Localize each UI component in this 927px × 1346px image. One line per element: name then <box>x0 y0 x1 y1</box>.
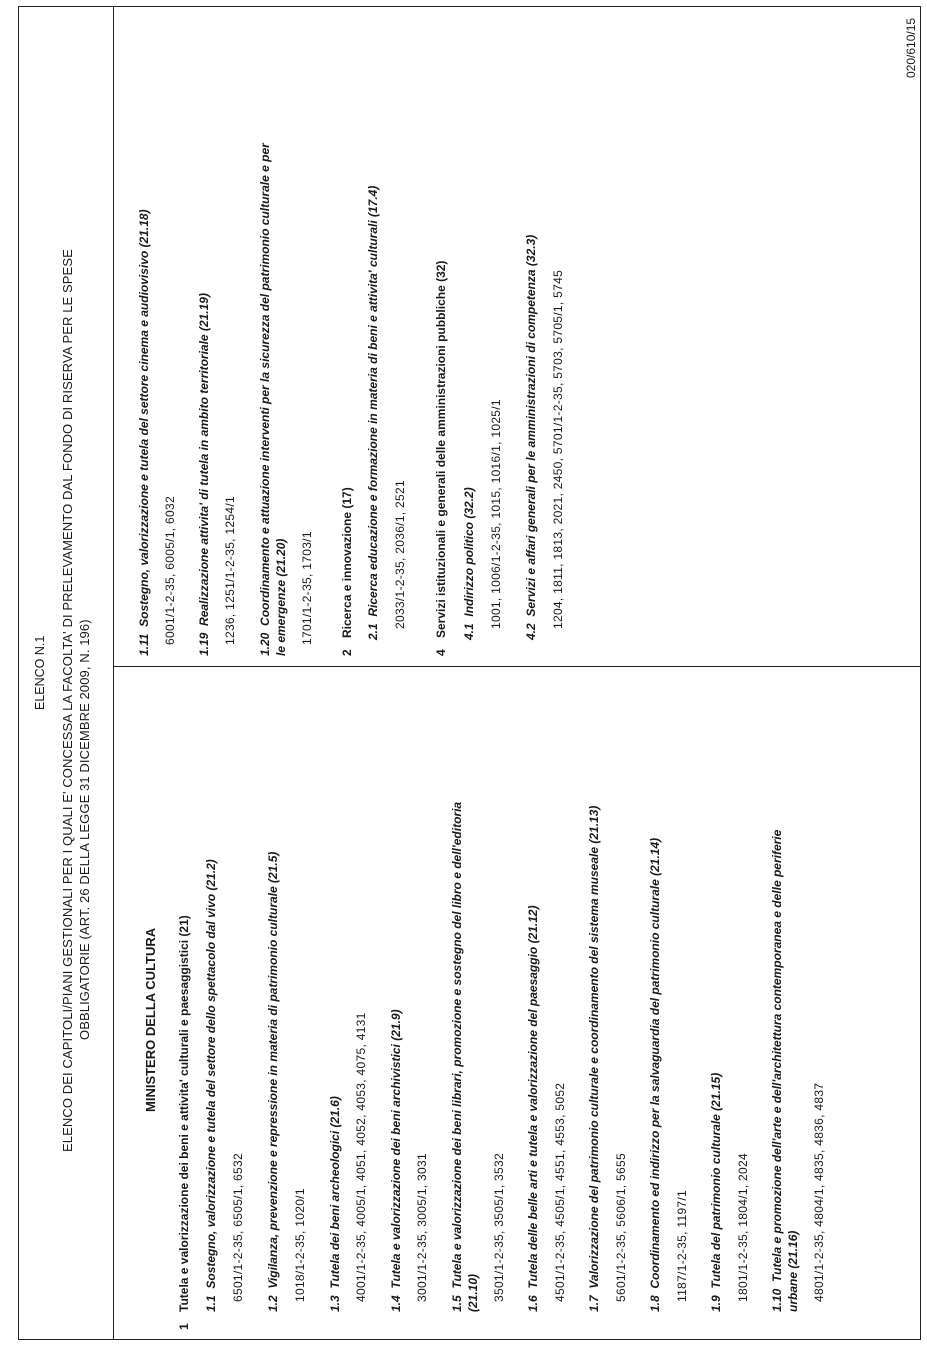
program-1-5-cont: (21.10) <box>466 1273 480 1312</box>
program-text: Coordinamento ed indirizzo per la salvaguardia del patrimonio culturale (21.14) <box>648 837 662 1289</box>
codes-1-4: 3001/1-2-35, 3005/1, 3031 <box>415 1153 429 1302</box>
program-number: 2.1 <box>366 623 380 640</box>
frame-right <box>920 6 921 1340</box>
mission-number: 2 <box>340 649 354 656</box>
mission-2 <box>340 487 354 656</box>
frame-top <box>18 6 921 7</box>
program-text: Sostegno, valorizzazione e tutela del settore cinema e audiovisivo (21.18) <box>137 209 151 627</box>
program-text: Tutela e promozione dell'arte e dell'architettura contemporanea e delle periferie <box>770 829 784 1282</box>
program-1-10 <box>770 830 784 1312</box>
program-number: 1.6 <box>526 1295 540 1312</box>
program-number: 1.3 <box>328 1295 342 1312</box>
program-text: Tutela e valorizzazione dei beni archivistici (21.9) <box>389 1009 403 1289</box>
codes-1-6: 4501/1-2-35, 4505/1, 4551, 4553, 5052 <box>553 1082 567 1302</box>
frame-bottom <box>18 1339 921 1340</box>
frame-left <box>18 6 19 1340</box>
program-number: 1.5 <box>450 1295 464 1312</box>
program-text: Coordinamento e attuazione interventi per la sicurezza del patrimonio culturale e per <box>258 143 272 626</box>
program-number: 1.19 <box>197 632 211 656</box>
codes-4-2: 1204, 1811, 1813, 2021, 2450, 5701/1-2-35, 5703, 5705/1, 5745 <box>551 269 565 629</box>
codes-2-1: 2033/1-2-35, 2036/1, 2521 <box>393 480 407 629</box>
title-line-1: ELENCO DEI CAPITOLI/PIANI GESTIONALI PER I QUALI E' CONCESSA LA FACOLTA' DI PRELEVAMENTO DAL FONDO DI RISERVA PER LE SPESE <box>60 249 75 1152</box>
program-1-1 <box>204 859 218 1312</box>
program-number: 1.7 <box>587 1295 601 1312</box>
mission-text: Servizi istituzionali e generali delle amministrazioni pubbliche (32) <box>434 260 448 638</box>
program-1-4 <box>389 1009 403 1312</box>
program-1-11 <box>137 209 151 656</box>
codes-1-5: 3501/1-2-35, 3505/1, 3532 <box>492 1153 506 1302</box>
mission-text: Tutela e valorizzazione dei beni e attivita' culturali e paesaggistici (21) <box>177 915 191 1312</box>
program-number: 1.8 <box>648 1295 662 1312</box>
program-1-2 <box>266 852 280 1312</box>
codes-1-11: 6001/1-2-35, 6005/1, 6032 <box>163 496 177 645</box>
program-text: Valorizzazione del patrimonio culturale e coordinamento del sistema museale (21.13) <box>587 805 601 1289</box>
codes-1-3: 4001/1-2-35, 4005/1, 4051, 4052, 4053, 4075, 4131 <box>354 1012 368 1302</box>
program-number: 1.11 <box>137 633 151 656</box>
ministry-heading: MINISTERO DELLA CULTURA <box>143 927 158 1112</box>
program-1-19 <box>197 293 211 656</box>
program-number: 1.20 <box>258 632 272 656</box>
column-divider <box>113 666 921 667</box>
program-text: Realizzazione attivita' di tutela in ambito territoriale (21.19) <box>197 293 211 626</box>
mission-text: Ricerca e innovazione (17) <box>340 487 354 638</box>
program-4-1 <box>462 487 476 640</box>
mission-1 <box>177 915 191 1330</box>
mission-number: 4 <box>434 649 448 656</box>
program-number: 1.4 <box>389 1295 403 1312</box>
program-1-7 <box>587 806 601 1312</box>
codes-4-1: 1001, 1006/1-2-35, 1015, 1016/1, 1025/1 <box>489 399 503 629</box>
program-number: 1.2 <box>266 1295 280 1312</box>
program-text: Tutela delle belle arti e tutela e valorizzazione del paesaggio (21.12) <box>526 905 540 1289</box>
program-1-20 <box>258 143 272 656</box>
program-2-1 <box>366 186 380 640</box>
program-1-6 <box>526 905 540 1312</box>
program-1-9 <box>709 1073 723 1312</box>
codes-1-1: 6501/1-2-35, 6505/1, 6532 <box>231 1153 245 1302</box>
program-4-2 <box>524 235 538 640</box>
elenco-label: ELENCO N.1 <box>33 635 47 710</box>
codes-1-9: 1801/1-2-35, 1804/1, 2024 <box>736 1153 750 1302</box>
codes-1-7: 5601/1-2-35, 5606/1, 5655 <box>614 1153 628 1302</box>
codes-1-8: 1187/1-2-35, 1197/1 <box>675 1189 689 1302</box>
program-text: Tutela dei beni archeologici (21.6) <box>328 1096 342 1289</box>
program-1-20-cont: le emergenze (21.20) <box>274 538 288 656</box>
mission-number: 1 <box>177 1323 191 1330</box>
program-1-5 <box>450 802 464 1312</box>
codes-1-10: 4801/1-2-35, 4804/1, 4835, 4836, 4837 <box>812 1082 826 1302</box>
mission-4 <box>434 261 448 656</box>
program-text: Tutela e valorizzazione dei beni librari, promozione e sostegno del libro e dell'editoria <box>450 801 464 1289</box>
program-text: Vigilanza, prevenzione e repressione in materia di patrimonio culturale (21.5) <box>266 851 280 1289</box>
program-number: 4.2 <box>524 623 538 640</box>
title-line-2: OBBLIGATORIE (ART. 26 DELLA LEGGE 31 DICEMBRE 2009, N. 196) <box>77 619 92 1040</box>
program-number: 1.10 <box>770 1288 784 1312</box>
program-1-10-cont: urbane (21.16) <box>786 1230 800 1312</box>
header-divider <box>113 6 114 1340</box>
program-number: 1.9 <box>709 1295 723 1312</box>
codes-1-2: 1018/1-2-35, 1020/1 <box>293 1188 307 1302</box>
codes-1-20: 1701/1-2-35, 1703/1 <box>300 531 314 645</box>
program-number: 4.1 <box>462 623 476 640</box>
document-code: 020/610/15 <box>904 17 918 78</box>
program-text: Ricerca educazione e formazione in materia di beni e attivita' culturali (17.4) <box>366 185 380 617</box>
program-text: Sostegno, valorizzazione e tutela del settore dello spettacolo dal vivo (21.2) <box>204 859 218 1289</box>
program-1-8 <box>648 838 662 1312</box>
program-text: Servizi e affari generali per le amministrazioni di competenza (32.3) <box>524 234 538 617</box>
program-text: Tutela del patrimonio culturale (21.15) <box>709 1072 723 1289</box>
program-1-3 <box>328 1096 342 1312</box>
program-number: 1.1 <box>204 1295 218 1312</box>
codes-1-19: 1236, 1251/1-2-35, 1254/1 <box>223 496 237 645</box>
program-text: Indirizzo politico (32.2) <box>462 487 476 617</box>
